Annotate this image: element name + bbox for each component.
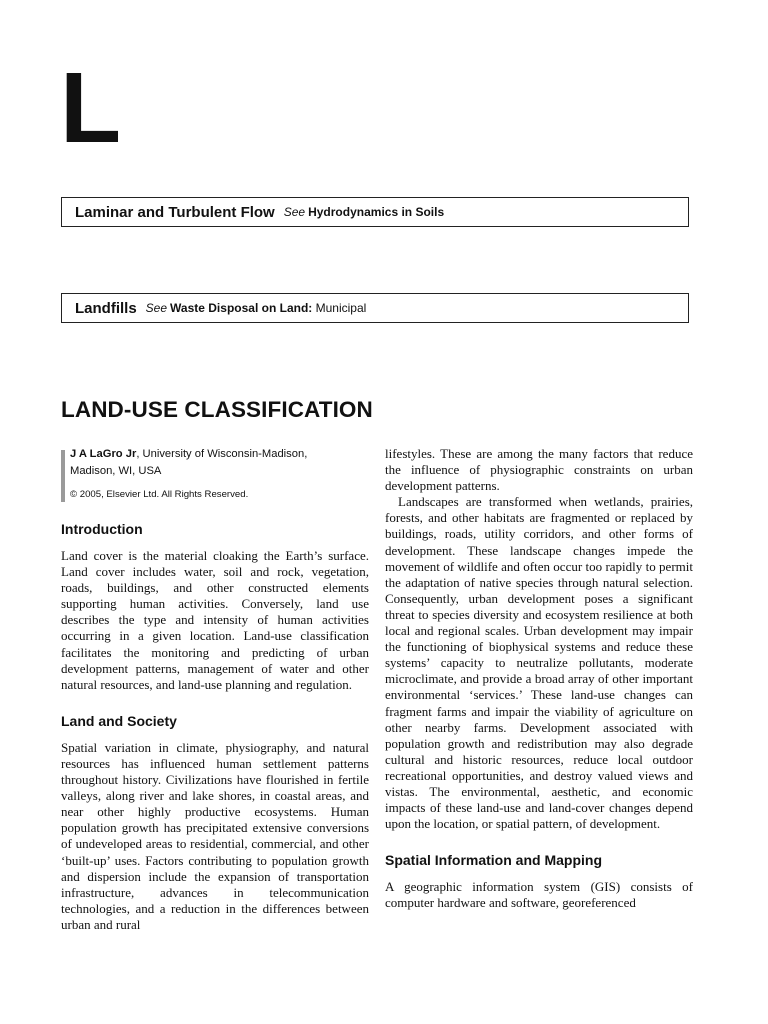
xref-term: Laminar and Turbulent Flow — [75, 203, 275, 221]
xref-see-label: See — [283, 205, 306, 219]
land-and-society-paragraph-continued: lifestyles. These are among the many factors that reduce the influence of physiographic constraints on urban development patterns. — [385, 446, 693, 494]
author-line — [70, 446, 369, 463]
xref-target-bold[interactable]: Waste Disposal on Land: — [170, 301, 313, 315]
author-block — [61, 446, 369, 501]
chapter-letter: L — [60, 52, 122, 164]
cross-reference-box — [61, 197, 689, 227]
author-marker-bar — [61, 450, 65, 502]
xref-target-link[interactable] — [170, 301, 366, 315]
left-column — [61, 446, 369, 933]
copyright-notice: © 2005, Elsevier Ltd. All Rights Reserved. — [70, 489, 249, 500]
spatial-information-paragraph: A geographic information system (GIS) consists of computer hardware and software, georeferenced — [385, 879, 693, 911]
section-heading-land-and-society: Land and Society — [61, 712, 177, 729]
section-heading-introduction: Introduction — [61, 521, 143, 537]
xref-target-rest[interactable]: Municipal — [315, 301, 367, 315]
xref-term: Landfills — [75, 299, 137, 317]
introduction-paragraph: Land cover is the material cloaking the Earth’s surface. Land cover includes water, soil and rock, vegetation, roads, buildings, and other constructed elements supporting human activities. Conversely, land use describes the type and intensity of human activities occurring in a given location. Land-use classification facilitates the monitoring and predicting of urban development patterns, management of water and other natural resources, and land-use planning and regulation. — [61, 548, 369, 692]
right-column — [385, 446, 693, 911]
article-title: LAND-USE CLASSIFICATION — [61, 397, 373, 422]
cross-reference-box — [61, 293, 689, 323]
xref-see-label: See — [145, 301, 168, 315]
land-and-society-paragraph: Spatial variation in climate, physiography, and natural resources has influenced human settlement patterns throughout history. Civilizations have flourished in fertile valleys, along river and lake shores, in coastal areas, and near other highly productive ecosystems. Human population growth has precipitated extensive conversions of undeveloped areas to residential, commercial, and other ‘built-up’ uses. Factors contributing to population growth and dispersion include the expansion of transportation infrastructure, advances in telecommunication technologies, and a reduction in the differences between urban and rural — [61, 739, 369, 932]
section-heading-spatial-information: Spatial Information and Mapping — [385, 852, 602, 869]
author-name: J A LaGro Jr — [70, 448, 137, 460]
xref-target-bold[interactable]: Hydrodynamics in Soils — [308, 205, 445, 219]
author-affiliation: , University of Wisconsin-Madison, — [136, 448, 308, 460]
author-location: Madison, WI, USA — [70, 465, 162, 477]
xref-target-link[interactable] — [308, 205, 444, 219]
land-and-society-paragraph-2: Landscapes are transformed when wetlands, prairies, forests, and other habitats are fragmented or replaced by buildings, roads, utility corridors, and other forms of development. These landscape changes impede the movement of wildlife and often occur too rapidly to permit the adaptation of native species through natural selection. Consequently, urban development poses a significant threat to species diversity and ecosystem resilience at both local and regional scales. Urban development may impair the functioning of biophysical systems and reduce these systems’ capacity to neutralize pollutants, moderate microclimate, and provide a broad array of other important environmental ‘services.’ These land-use changes can fragment farms and impair the viability of agriculture on other nearby farms. Development associated with population growth and redistribution may also degrade cultural and historic resources, reduce local outdoor recreational opportunities, and destroy valued views and vistas. The environmental, aesthetic, and economic impacts of these land-use and land-cover changes depend upon the location, or spatial pattern, of development. — [385, 494, 693, 832]
